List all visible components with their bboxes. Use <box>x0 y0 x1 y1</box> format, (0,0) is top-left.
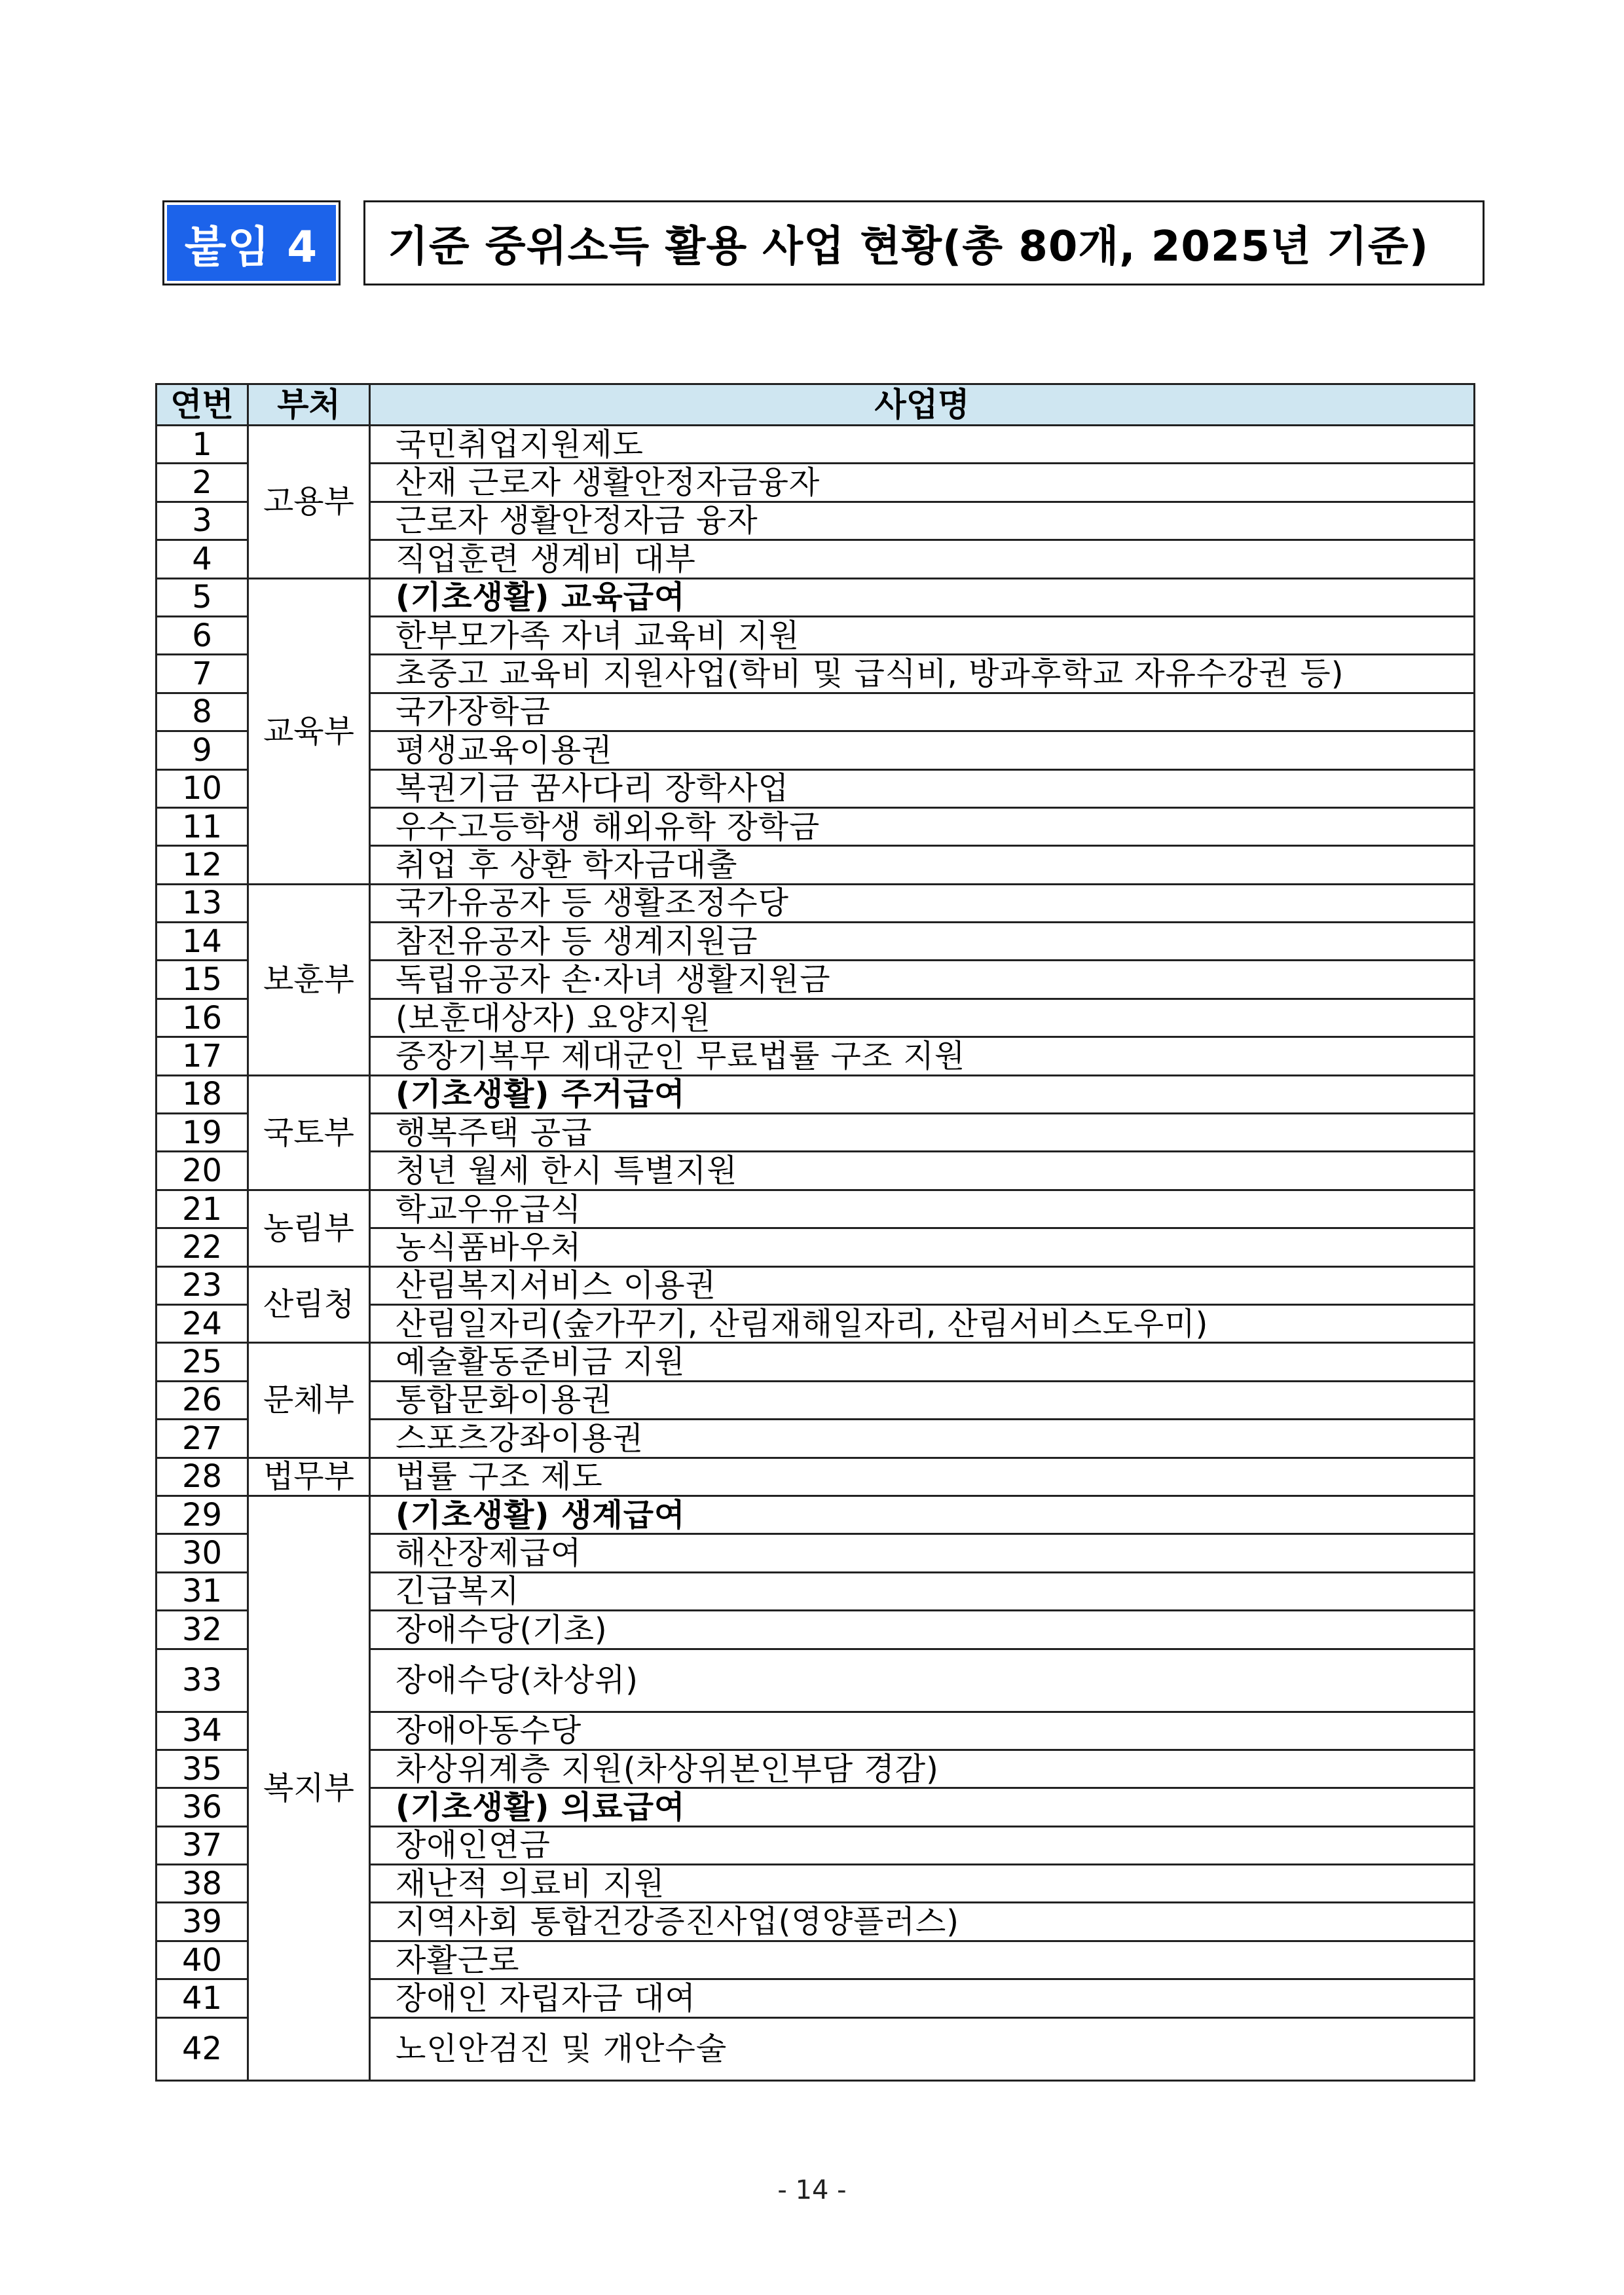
row-number: 36 <box>157 1788 248 1826</box>
row-number: 5 <box>157 578 248 616</box>
row-number: 27 <box>157 1420 248 1458</box>
table-row <box>157 578 1475 616</box>
program-table <box>155 383 1475 2082</box>
department-cell: 산림청 <box>248 1266 370 1343</box>
row-number: 3 <box>157 502 248 540</box>
table-body <box>157 426 1475 2081</box>
program-name: 초중고 교육비 지원사업(학비 및 급식비, 방과후학교 자유수강권 등) <box>370 655 1475 693</box>
program-name: 참전유공자 등 생계지원금 <box>370 923 1475 961</box>
program-name: 학교우유급식 <box>370 1190 1475 1228</box>
program-name: (보훈대상자) 요양지원 <box>370 999 1475 1037</box>
table-row <box>157 1075 1475 1113</box>
attachment-badge <box>162 200 341 285</box>
row-number: 4 <box>157 540 248 578</box>
program-name: (기초생활) 교육급여 <box>370 578 1475 616</box>
program-name: (기초생활) 주거급여 <box>370 1075 1475 1113</box>
program-name: 통합문화이용권 <box>370 1381 1475 1419</box>
page-title: 기준 중위소득 활용 사업 현황(총 80개, 2025년 기준) <box>363 200 1485 285</box>
program-name: 장애수당(기초) <box>370 1611 1475 1649</box>
department-cell: 법무부 <box>248 1458 370 1496</box>
row-number: 26 <box>157 1381 248 1419</box>
program-name: 스포츠강좌이용권 <box>370 1420 1475 1458</box>
row-number: 16 <box>157 999 248 1037</box>
department-cell: 문체부 <box>248 1343 370 1458</box>
program-name: 취업 후 상환 학자금대출 <box>370 846 1475 884</box>
department-cell: 국토부 <box>248 1075 370 1190</box>
program-name: (기초생활) 생계급여 <box>370 1496 1475 1533</box>
program-name: 장애인연금 <box>370 1826 1475 1864</box>
program-name: 한부모가족 자녀 교육비 지원 <box>370 616 1475 654</box>
row-number: 8 <box>157 693 248 731</box>
row-number: 37 <box>157 1826 248 1864</box>
department-cell: 고용부 <box>248 426 370 579</box>
row-number: 20 <box>157 1152 248 1190</box>
program-name: 장애수당(차상위) <box>370 1649 1475 1712</box>
program-name: 해산장제급여 <box>370 1534 1475 1572</box>
program-name: 장애아동수당 <box>370 1712 1475 1750</box>
program-name: (기초생활) 의료급여 <box>370 1788 1475 1826</box>
table-row <box>157 1343 1475 1381</box>
program-name: 예술활동준비금 지원 <box>370 1343 1475 1381</box>
row-number: 17 <box>157 1037 248 1075</box>
program-name: 평생교육이용권 <box>370 731 1475 769</box>
program-name: 산림일자리(숲가꾸기, 산림재해일자리, 산림서비스도우미) <box>370 1304 1475 1342</box>
page-number: - 14 - <box>777 2175 847 2205</box>
program-name: 재난적 의료비 지원 <box>370 1865 1475 1903</box>
row-number: 41 <box>157 1979 248 2017</box>
table-row <box>157 884 1475 922</box>
row-number: 1 <box>157 426 248 464</box>
program-name: 농식품바우처 <box>370 1228 1475 1266</box>
program-name: 법률 구조 제도 <box>370 1458 1475 1496</box>
row-number: 12 <box>157 846 248 884</box>
table-row <box>157 1496 1475 1533</box>
row-number: 18 <box>157 1075 248 1113</box>
program-name: 우수고등학생 해외유학 장학금 <box>370 807 1475 845</box>
row-number: 10 <box>157 769 248 807</box>
department-cell: 교육부 <box>248 578 370 884</box>
row-number: 35 <box>157 1750 248 1788</box>
program-name: 직업훈련 생계비 대부 <box>370 540 1475 578</box>
program-name: 국가유공자 등 생활조정수당 <box>370 884 1475 922</box>
department-cell: 복지부 <box>248 1496 370 2080</box>
row-number: 13 <box>157 884 248 922</box>
attachment-label: 붙임 4 <box>167 205 336 281</box>
row-number: 7 <box>157 655 248 693</box>
program-name: 차상위계층 지원(차상위본인부담 경감) <box>370 1750 1475 1788</box>
row-number: 15 <box>157 961 248 999</box>
program-name: 장애인 자립자금 대여 <box>370 1979 1475 2017</box>
row-number: 38 <box>157 1865 248 1903</box>
header-no: 연번 <box>157 384 248 426</box>
row-number: 33 <box>157 1649 248 1712</box>
row-number: 40 <box>157 1941 248 1979</box>
row-number: 9 <box>157 731 248 769</box>
program-name: 자활근로 <box>370 1941 1475 1979</box>
program-name: 산림복지서비스 이용권 <box>370 1266 1475 1304</box>
row-number: 21 <box>157 1190 248 1228</box>
table-row <box>157 426 1475 464</box>
row-number: 28 <box>157 1458 248 1496</box>
program-name: 지역사회 통합건강증진사업(영양플러스) <box>370 1903 1475 1941</box>
table-row <box>157 1266 1475 1304</box>
program-name: 청년 월세 한시 특별지원 <box>370 1152 1475 1190</box>
table-row <box>157 1458 1475 1496</box>
program-name: 복권기금 꿈사다리 장학사업 <box>370 769 1475 807</box>
row-number: 14 <box>157 923 248 961</box>
row-number: 32 <box>157 1611 248 1649</box>
program-name: 독립유공자 손·자녀 생활지원금 <box>370 961 1475 999</box>
row-number: 30 <box>157 1534 248 1572</box>
program-name: 근로자 생활안정자금 융자 <box>370 502 1475 540</box>
program-name: 국민취업지원제도 <box>370 426 1475 464</box>
row-number: 34 <box>157 1712 248 1750</box>
row-number: 22 <box>157 1228 248 1266</box>
program-name: 행복주택 공급 <box>370 1114 1475 1152</box>
row-number: 29 <box>157 1496 248 1533</box>
department-cell: 농림부 <box>248 1190 370 1266</box>
department-cell: 보훈부 <box>248 884 370 1075</box>
table-row <box>157 1190 1475 1228</box>
program-name: 중장기복무 제대군인 무료법률 구조 지원 <box>370 1037 1475 1075</box>
header-dept: 부처 <box>248 384 370 426</box>
row-number: 24 <box>157 1304 248 1342</box>
row-number: 39 <box>157 1903 248 1941</box>
row-number: 25 <box>157 1343 248 1381</box>
row-number: 19 <box>157 1114 248 1152</box>
row-number: 31 <box>157 1572 248 1610</box>
row-number: 23 <box>157 1266 248 1304</box>
header-program-name: 사업명 <box>370 384 1475 426</box>
program-name: 긴급복지 <box>370 1572 1475 1610</box>
program-name: 국가장학금 <box>370 693 1475 731</box>
table-header-row <box>157 384 1475 426</box>
row-number: 6 <box>157 616 248 654</box>
row-number: 2 <box>157 464 248 502</box>
row-number: 42 <box>157 2017 248 2080</box>
row-number: 11 <box>157 807 248 845</box>
program-name: 산재 근로자 생활안정자금융자 <box>370 464 1475 502</box>
program-name: 노인안검진 및 개안수술 <box>370 2017 1475 2080</box>
